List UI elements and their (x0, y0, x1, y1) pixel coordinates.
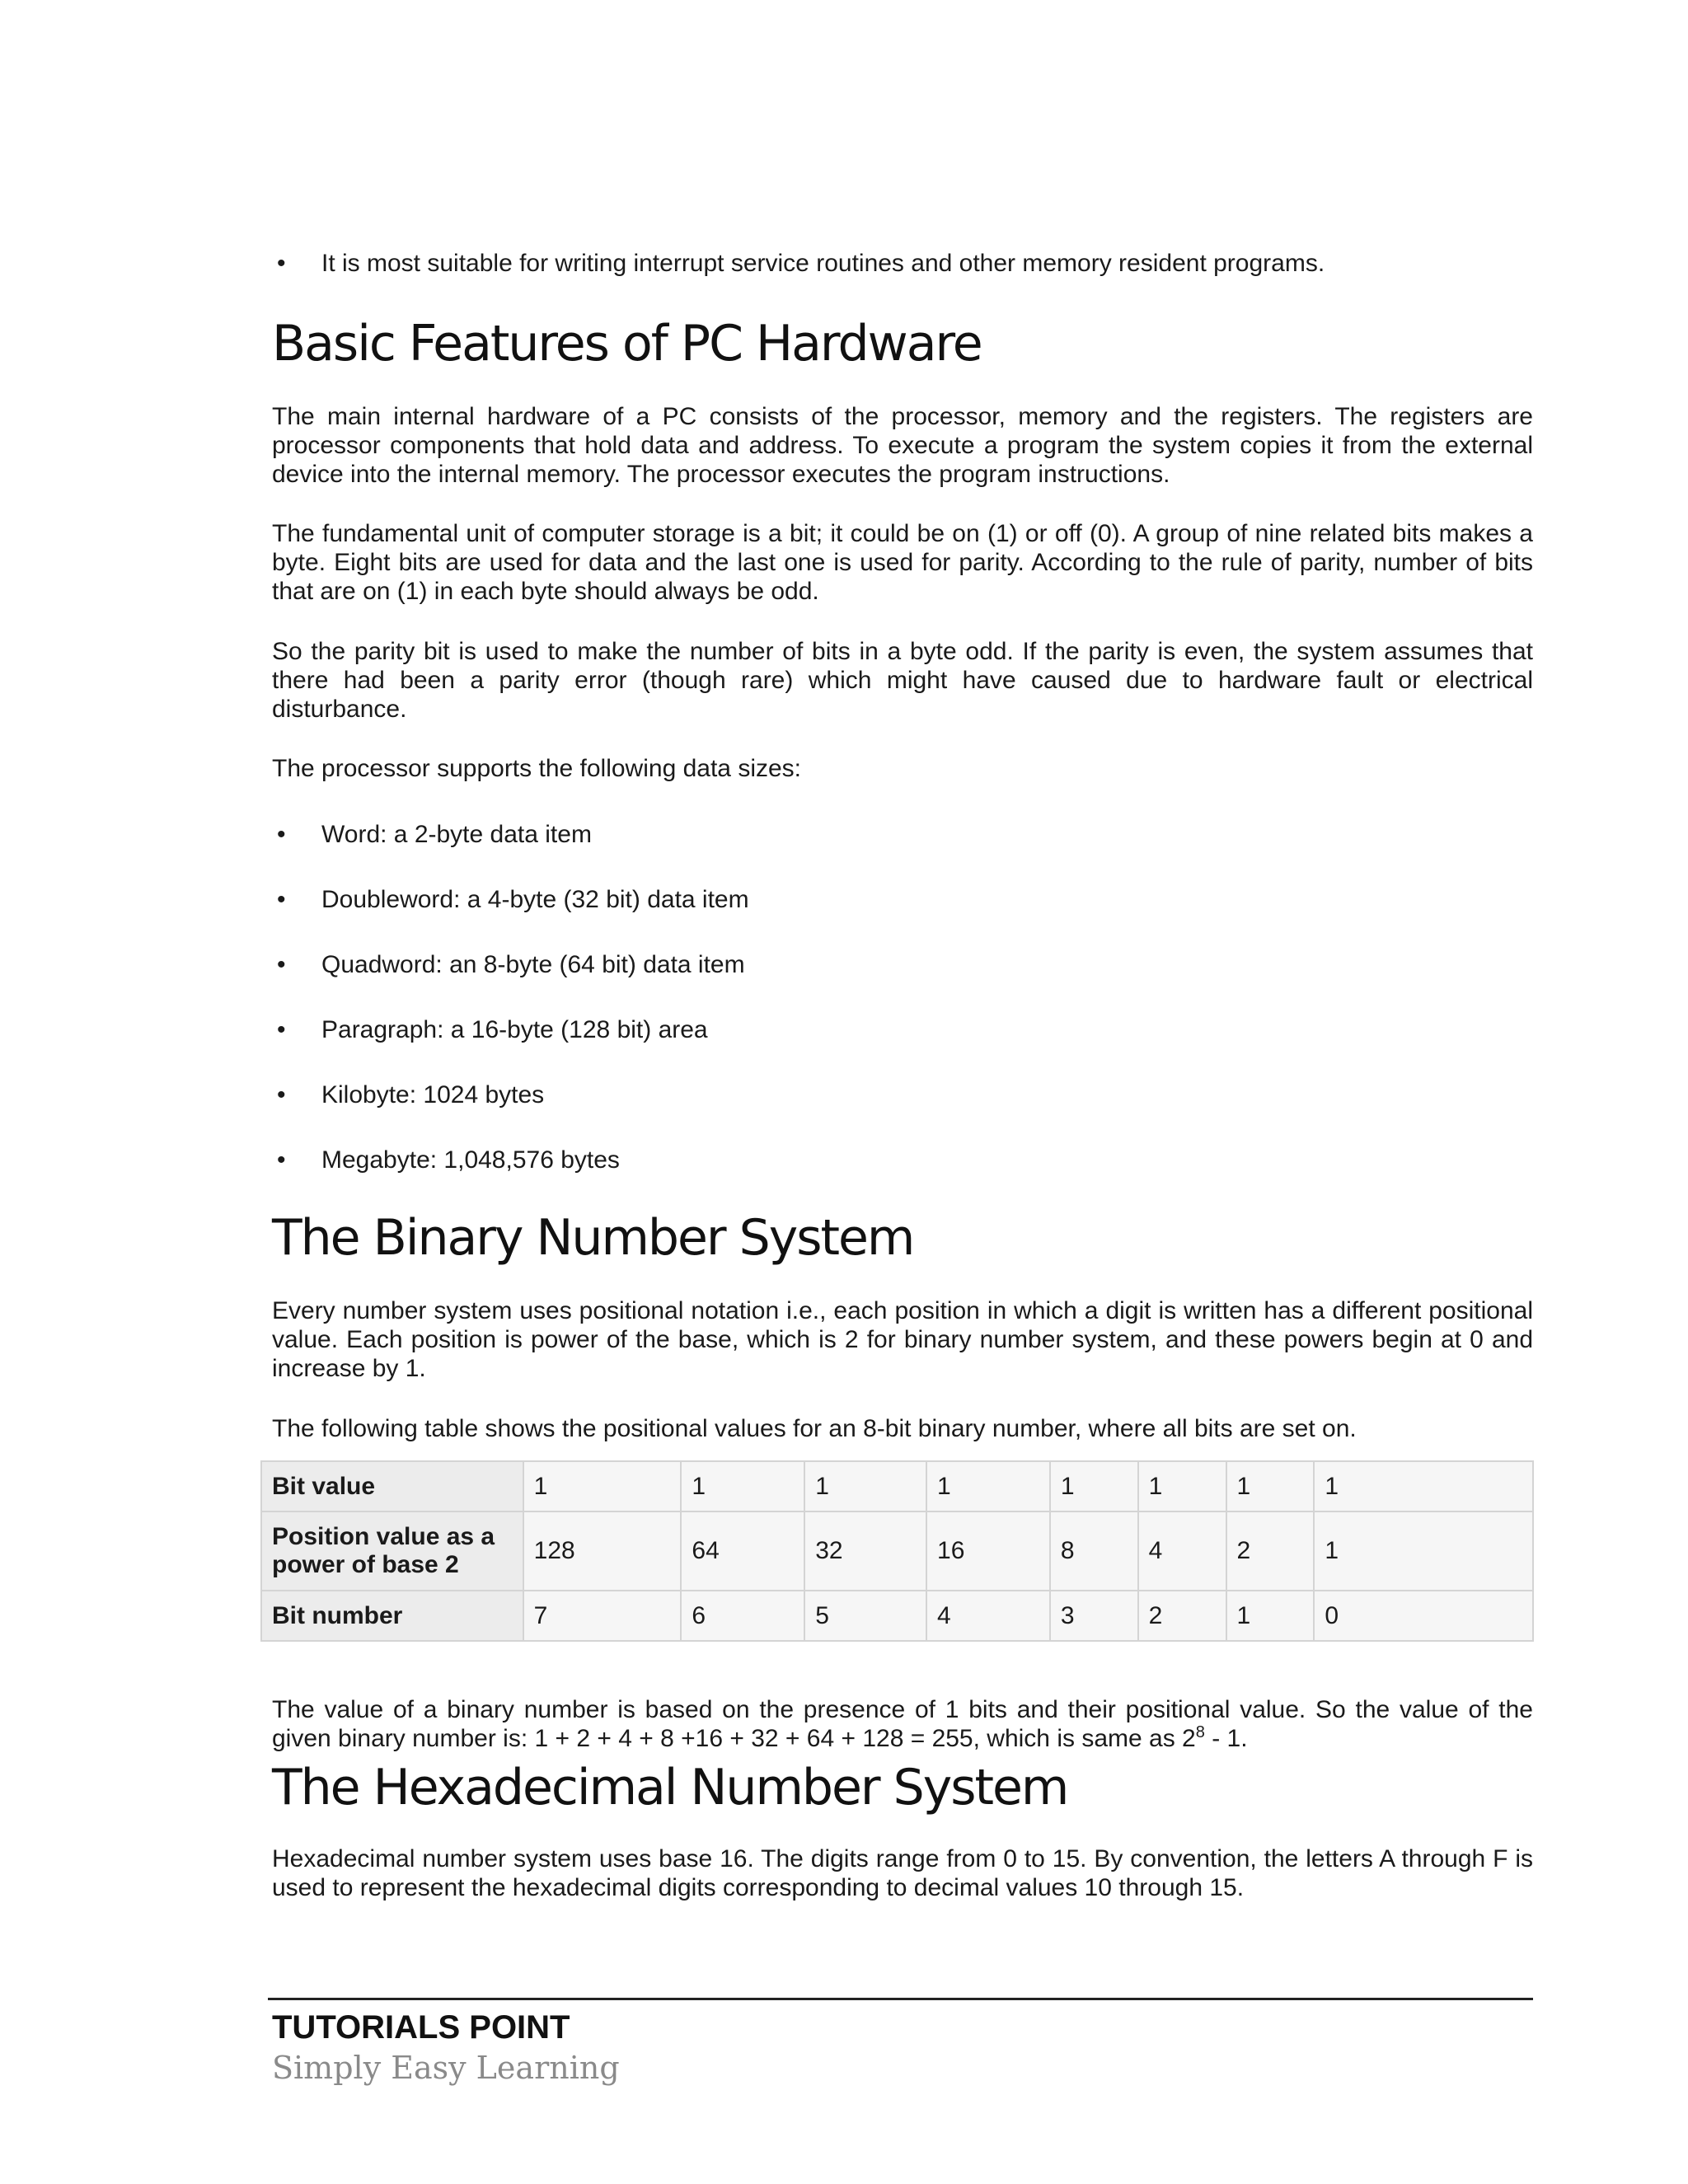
table-cell: 1 (1226, 1461, 1315, 1511)
footer-tagline: Simply Easy Learning (272, 2050, 620, 2086)
table-cell: 6 (681, 1591, 804, 1641)
list-item (272, 1015, 708, 1044)
list-item-text: Doubleword: a 4-byte (32 bit) data item (321, 886, 749, 913)
table-row (261, 1591, 1533, 1641)
table-cell: 3 (1050, 1591, 1138, 1641)
table-cell: 1 (681, 1461, 804, 1511)
table-cell: 1 (1138, 1461, 1226, 1511)
row-header: Bit number (261, 1591, 523, 1641)
table-cell: 4 (926, 1591, 1050, 1641)
list-item (272, 950, 745, 979)
paragraph-hardware: The main internal hardware of a PC consists of the processor, memory and the registers. The registers are processor components that hold data and address. To execute a program the system copies it from the external device into the internal memory. The processor executes the program instructions. (272, 403, 1533, 488)
bullet-glyph: • (277, 886, 286, 913)
paragraph-data-sizes-intro: The processor supports the following data sizes: (272, 755, 801, 782)
table-cell: 1 (804, 1461, 926, 1511)
paragraph-hexadecimal: Hexadecimal number system uses base 16. The digits range from 0 to 15. By convention, the letters A through F is used to represent the hexadecimal digits corresponding to decimal values 10 through 15. (272, 1845, 1533, 1901)
table-cell: 4 (1138, 1511, 1226, 1591)
table-cell: 16 (926, 1511, 1050, 1591)
bullet-glyph: • (277, 821, 286, 848)
table-cell: 1 (1314, 1511, 1533, 1591)
table-cell: 1 (1226, 1591, 1315, 1641)
table-cell: 1 (1314, 1461, 1533, 1511)
table-cell: 5 (804, 1591, 926, 1641)
table-cell: 8 (1050, 1511, 1138, 1591)
bullet-glyph: • (277, 1081, 286, 1108)
paragraph-binary-value (272, 1695, 1533, 1753)
list-item (272, 1080, 544, 1109)
intro-bullet (272, 249, 1533, 278)
table-cell: 2 (1226, 1511, 1315, 1591)
binary-value-tail: - 1. (1204, 1725, 1248, 1752)
section-heading-pc-hardware: Basic Features of PC Hardware (272, 315, 982, 373)
table-row (261, 1461, 1533, 1511)
paragraph-parity: So the parity bit is used to make the number of bits in a byte odd. If the parity is even, the system assumes that there had been a parity error (though rare) which might have caused due to hardware fault or electrical disturbance. (272, 638, 1533, 723)
table-cell: 128 (523, 1511, 682, 1591)
table-cell: 1 (1050, 1461, 1138, 1511)
table-row (261, 1511, 1533, 1591)
list-item (272, 885, 749, 914)
intro-bullet-text: It is most suitable for writing interrupt service routines and other memory resident programs. (321, 250, 1325, 277)
binary-positional-table (260, 1460, 1534, 1642)
exponent: 8 (1195, 1723, 1205, 1741)
bullet-glyph: • (277, 250, 286, 277)
table-cell: 7 (523, 1591, 682, 1641)
footer-divider (268, 1998, 1533, 2000)
section-heading-hexadecimal: The Hexadecimal Number System (272, 1759, 1068, 1816)
bullet-glyph: • (277, 951, 286, 978)
bullet-glyph: • (277, 1146, 286, 1174)
table-cell: 32 (804, 1511, 926, 1591)
paragraph-positional-notation: Every number system uses positional notation i.e., each position in which a digit is written has a different positional value. Each position is power of the base, which is 2 for binary number system, and these powers begin at 0 and increase by 1. (272, 1297, 1533, 1382)
list-item-text: Megabyte: 1,048,576 bytes (321, 1146, 620, 1174)
list-item-text: Word: a 2-byte data item (321, 821, 592, 848)
list-item-text: Paragraph: a 16-byte (128 bit) area (321, 1016, 708, 1043)
list-item-text: Kilobyte: 1024 bytes (321, 1081, 545, 1108)
section-heading-binary: The Binary Number System (272, 1209, 914, 1267)
footer-brand: TUTORIALS POINT (272, 2009, 570, 2046)
row-header: Position value as a power of base 2 (261, 1511, 523, 1591)
table-cell: 1 (523, 1461, 682, 1511)
paragraph-bit-unit: The fundamental unit of computer storage is a bit; it could be on (1) or off (0). A group of nine related bits makes a byte. Eight bits are used for data and the last one is used for parity. According to the rule of parity, number of bits that are on (1) in each byte should always be odd. (272, 520, 1533, 605)
binary-value-text: The value of a binary number is based on the presence of 1 bits and their positional value. So the value of the given binary number is: 1 + 2 + 4 + 8 +16 + 32 + 64 + 128 = 255, which is same as 2 (272, 1696, 1533, 1752)
table-cell: 64 (681, 1511, 804, 1591)
table-cell: 2 (1138, 1591, 1226, 1641)
bullet-glyph: • (277, 1016, 286, 1043)
list-item (272, 820, 592, 849)
paragraph-table-intro: The following table shows the positional values for an 8-bit binary number, where all bits are set on. (272, 1415, 1357, 1442)
row-header: Bit value (261, 1461, 523, 1511)
table-cell: 0 (1314, 1591, 1533, 1641)
table-cell: 1 (926, 1461, 1050, 1511)
list-item (272, 1146, 620, 1174)
list-item-text: Quadword: an 8-byte (64 bit) data item (321, 951, 745, 978)
